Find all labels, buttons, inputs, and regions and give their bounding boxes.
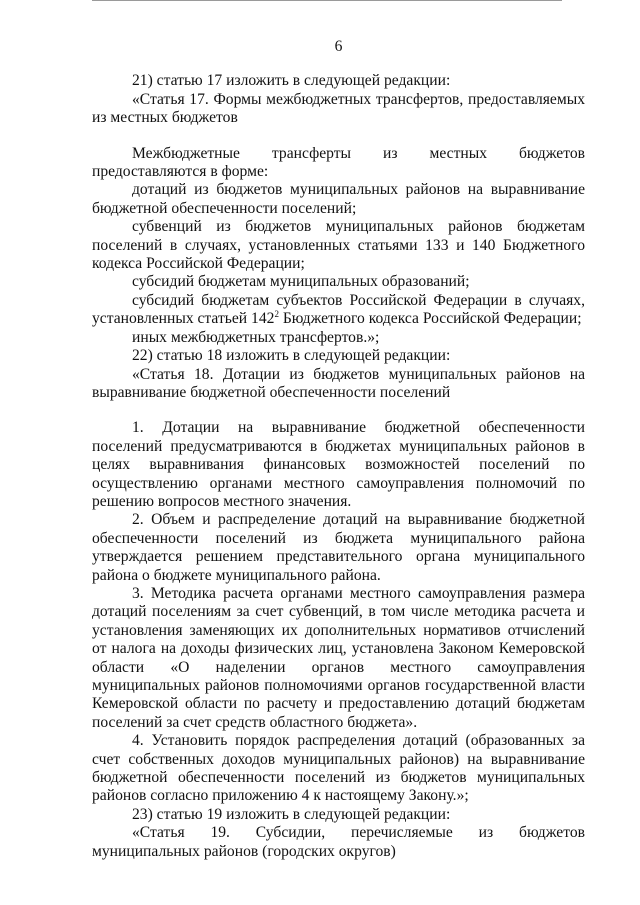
paragraph-gap [92, 402, 585, 419]
article-17-list-item: иных межбюджетных трансфертов.»; [132, 328, 380, 346]
text-span: Бюджетного кодекса Российской Федерации; [278, 310, 582, 328]
superscript: 2 [274, 309, 279, 320]
article-17-intro: Межбюджетные трансферты из местных бюджетов предоставляются в форме: [92, 144, 585, 181]
article-19-heading: «Статья 19. Субсидии, перечисляемые из бюджетов муниципальных районов (городских округов) [92, 824, 585, 860]
amendment-item-23: 23) статью 19 изложить в следующей редакции: [132, 805, 451, 823]
article-17-list-item: дотаций из бюджетов муниципальных районов на выравнивание бюджетной обеспеченности поселений; [92, 181, 585, 217]
text-span: субсидий бюджетам субъектов Российской Федерации в случаях, установленных статьей 142 [92, 291, 585, 328]
amendment-item-22: 22) статью 18 изложить в следующей редакции: [132, 347, 451, 365]
article-17-list-item: субсидий бюджетам муниципальных образований; [132, 273, 470, 291]
page-top-edge [92, 0, 562, 4]
article-17-list-item [92, 292, 585, 329]
page-number: 6 [334, 38, 343, 55]
article-18-clause-4: 4. Установить порядок распределения дотаций (образованных за счет собственных доходов муниципальных районов) на выравнивание бюджетной обеспеченности поселений из бюджетов муниципальных районов согласно приложению 4 к настоящему Закону.»; [92, 732, 585, 805]
article-18-clause-1: 1. Дотации на выравнивание бюджетной обеспеченности поселений предусматриваются в бюджетах муниципальных районов в целях выравнивания финансовых возможностей поселений по осуществлению органами местного самоуправления полномочий по решению вопросов местного значения. [92, 419, 585, 510]
amendment-item-21: 21) статью 17 изложить в следующей редакции: [132, 72, 451, 90]
article-17-heading: «Статья 17. Формы межбюджетных трансфертов, предоставляемых из местных бюджетов [92, 90, 585, 127]
article-18-clause-2: 2. Объем и распределение дотаций на выравнивание бюджетной обеспеченности поселений из бюджета муниципального района утверждается решением представительного органа муниципального района о бюджете муниципального района. [92, 511, 585, 584]
document-page [92, 38, 585, 861]
article-17-list-item: субвенций из бюджетов муниципальных районов бюджетам поселений в случаях, установленных статьями 133 и 140 Бюджетного кодекса Российской Федерации; [92, 218, 585, 273]
paragraph-gap [92, 128, 585, 145]
article-18-heading: «Статья 18. Дотации из бюджетов муниципальных районов на выравнивание бюджетной обеспеченности поселений [92, 365, 585, 401]
article-18-clause-3: 3. Методика расчета органами местного самоуправления размера дотаций поселениям за счет субвенций, в том числе методика расчета и установления заменяющих их дополнительных нормативов отчислений от налога на доходы физических лиц, установлена Законом Кемеровской области «О наделении органов местного самоуправления муниципальных районов полномочиями органов государственной власти Кемеровской области по расчету и предоставлению дотаций бюджетам поселений за счет средств областного бюджета». [92, 584, 585, 731]
